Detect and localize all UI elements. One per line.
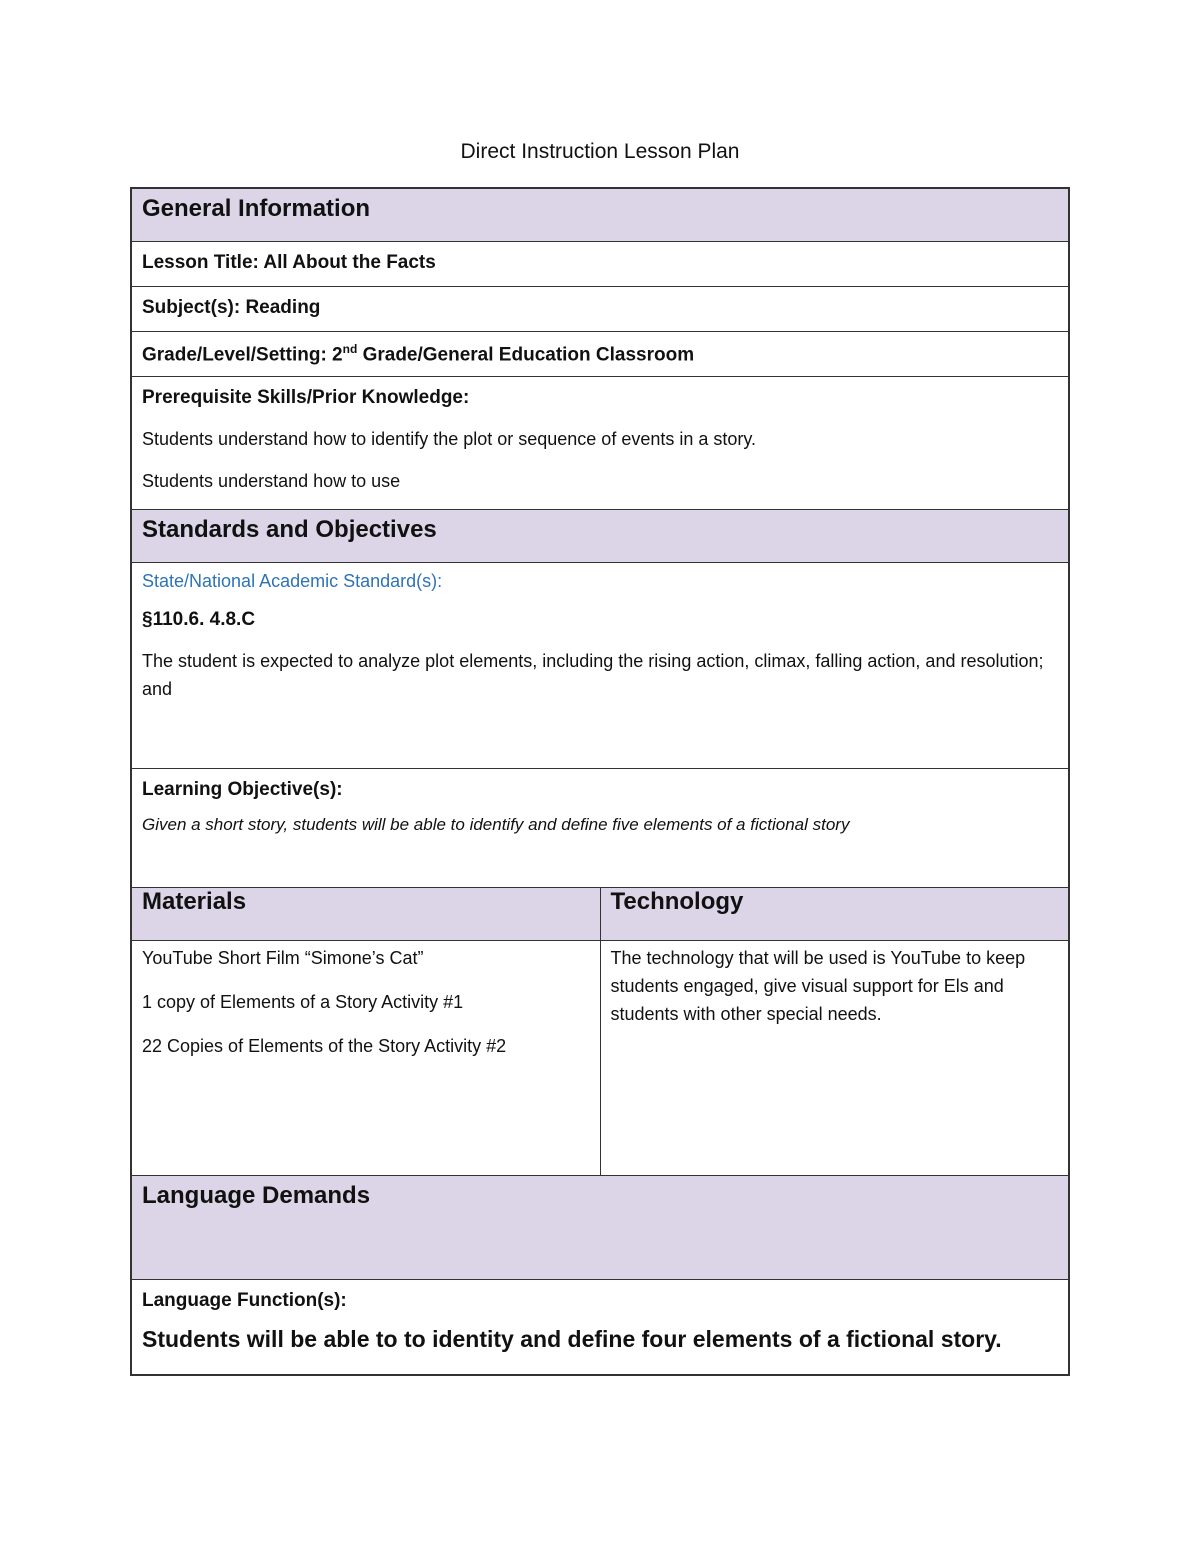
prerequisite-row <box>132 376 1068 509</box>
language-function-text: Students will be able to to identity and define four elements of a fictional story. <box>142 1326 1002 1352</box>
materials-list <box>132 941 600 1175</box>
lesson-title-row: Lesson Title: All About the Facts <box>132 241 1068 286</box>
materials-item: 1 copy of Elements of a Story Activity #1 <box>142 992 464 1012</box>
grade-prefix: Grade/Level/Setting: 2 <box>142 344 343 366</box>
language-function-label: Language Function(s): <box>142 1290 347 1311</box>
materials-header: Materials <box>132 888 600 940</box>
grade-sup: nd <box>342 342 358 356</box>
learning-objective-row <box>132 768 1068 887</box>
standard-code: §110.6. 4.8.C <box>142 609 256 630</box>
prereq-line-2: Students understand how to use <box>142 471 401 491</box>
technology-header: Technology <box>600 888 1069 940</box>
standards-header: Standards and Objectives <box>132 509 1068 562</box>
materials-technology-content-row <box>132 940 1068 1175</box>
prereq-label: Prerequisite Skills/Prior Knowledge: <box>142 387 470 408</box>
subjects-row: Subject(s): Reading <box>132 286 1068 331</box>
prereq-line-1: Students understand how to identify the plot or sequence of events in a story. <box>142 429 757 449</box>
materials-item: 22 Copies of Elements of the Story Activity #2 <box>142 1036 507 1056</box>
language-demands-header: Language Demands <box>132 1175 1068 1279</box>
standards-row <box>132 562 1068 768</box>
grade-suffix: Grade/General Education Classroom <box>357 344 695 366</box>
objective-text: Given a short story, students will be able to identify and define five elements of a fictional story <box>142 815 850 834</box>
document-title: Direct Instruction Lesson Plan <box>460 140 740 163</box>
general-information-header: General Information <box>132 189 1068 241</box>
lesson-plan-table <box>130 187 1070 1376</box>
standard-text: The student is expected to analyze plot elements, including the rising action, climax, falling action, and resolution; and <box>142 651 1044 699</box>
materials-item: YouTube Short Film “Simone’s Cat” <box>142 948 424 968</box>
technology-cell <box>600 941 1069 1175</box>
objective-label: Learning Objective(s): <box>142 779 343 800</box>
technology-text: The technology that will be used is YouTube to keep students engaged, give visual support for Els and students with other special needs. <box>610 948 1026 1024</box>
materials-technology-header-row <box>132 887 1068 940</box>
standard-label: State/National Academic Standard(s): <box>142 571 443 591</box>
grade-row <box>132 331 1068 376</box>
language-function-row <box>132 1279 1068 1374</box>
